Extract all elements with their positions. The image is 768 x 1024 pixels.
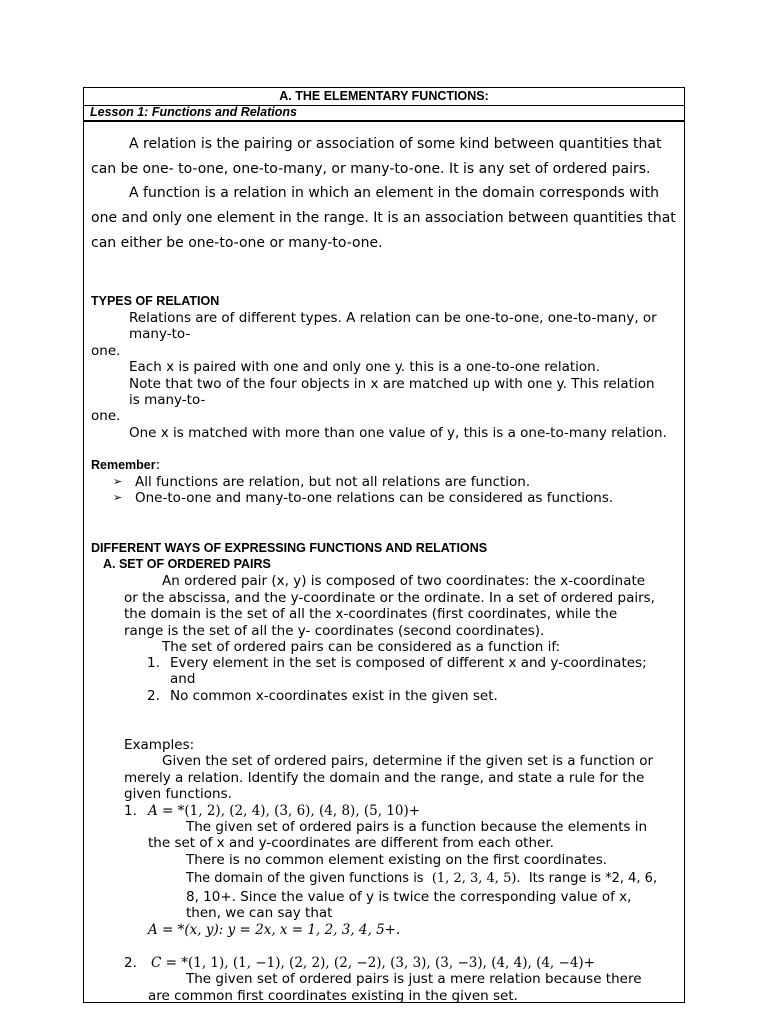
example-line: There is no common element existing on the first coordinates. [186, 852, 608, 868]
types-line: Note that two of the four objects in x are matched up with one y. This relation [129, 376, 655, 392]
example-line: then, we can say that [186, 905, 333, 921]
ways-line: range is the set of all the y- coordinates (second coordinates). [124, 623, 545, 639]
remember-heading [91, 457, 160, 473]
condition-text: No common x-coordinates exist in the given set. [170, 688, 498, 704]
example-set-var: A [148, 803, 158, 819]
example-set-values: = *(1, 1), (1, −1), (2, 2), (2, −2), (3, 3), (3, −3), (4, 4), (4, −4)+ [165, 955, 595, 971]
intro-line: can be one- to-one, one-to-many, or many-to-one. It is any set of ordered pairs. [91, 161, 651, 177]
remember-item: One-to-one and many-to-one relations can be considered as functions. [135, 490, 614, 506]
example-set [151, 955, 595, 971]
example-line: are common first coordinates existing in the given set. [148, 988, 518, 1004]
types-line: Relations are of different types. A relation can be one-to-one, one-to-many, or [129, 310, 657, 326]
intro-line: A function is a relation in which an element in the domain corresponds with [129, 185, 659, 201]
types-line: one. [91, 343, 121, 359]
ways-line: or the abscissa, and the y-coordinate or the ordinate. In a set of ordered pairs, [124, 590, 655, 606]
types-line: is many-to- [129, 392, 206, 408]
condition-number: 1. [147, 655, 160, 671]
example-line: the set of x and y-coordinates are different from each other. [148, 835, 554, 851]
remember-item: All functions are relation, but not all relations are function. [135, 474, 531, 490]
example-line: The given set of ordered pairs is a function because the elements in [186, 819, 648, 835]
condition-text: Every element in the set is composed of different x and y-coordinates; [170, 655, 647, 671]
examples-line: Given the set of ordered pairs, determine if the given set is a function or [162, 753, 654, 769]
condition-text: and [170, 671, 196, 687]
ways-subheading: A. SET OF ORDERED PAIRS [103, 557, 271, 571]
types-line: one. [91, 408, 121, 424]
example-set [148, 803, 420, 819]
remember-label: Remember [91, 458, 156, 472]
examples-label: Examples: [124, 737, 195, 753]
intro-line: A relation is the pairing or association of some kind between quantities that [129, 136, 662, 152]
example-line: 8, 10+. Since the value of y is twice the corresponding value of x, [186, 889, 632, 905]
intro-line: can either be one-to-one or many-to-one. [91, 235, 383, 251]
domain-set: (1, 2, 3, 4, 5). [431, 871, 521, 886]
range-text: Its range is *2, 4, 6, [528, 871, 658, 886]
types-line: Each x is paired with one and only one y. this is a one-to-one relation. [129, 359, 601, 375]
types-line: many-to- [129, 326, 191, 342]
condition-number: 2. [147, 688, 160, 704]
example-rule: A = *(x, y): y = 2x, x = 1, 2, 3, 4, 5+. [148, 922, 401, 938]
example-set-var: C [151, 955, 162, 971]
domain-text: The domain of the given functions is [186, 871, 424, 886]
section-title: A. THE ELEMENTARY FUNCTIONS: [84, 88, 684, 106]
example-set-values: = *(1, 2), (2, 4), (3, 6), (4, 8), (5, 10)+ [162, 803, 421, 819]
types-line: One x is matched with more than one value of y, this is a one-to-many relation. [129, 425, 667, 441]
example-line [186, 871, 657, 887]
example-number: 1. [124, 803, 137, 819]
ways-heading: DIFFERENT WAYS OF EXPRESSING FUNCTIONS AND RELATIONS [91, 541, 488, 555]
ways-line: the domain is the set of all the x-coordinates (first coordinates, while the [124, 606, 618, 622]
ways-line: An ordered pair (x, y) is composed of two coordinates: the x-coordinate [162, 573, 646, 589]
lesson-title: Lesson 1: Functions and Relations [84, 105, 684, 122]
example-number: 2. [124, 955, 137, 971]
types-heading: TYPES OF RELATION [91, 294, 220, 308]
intro-line: one and only one element in the range. It is an association between quantities that [91, 210, 676, 226]
remember-colon: : [155, 457, 161, 473]
arrow-bullet-icon: ➢ [113, 491, 123, 504]
example-line: The given set of ordered pairs is just a mere relation because there [186, 971, 642, 987]
arrow-bullet-icon: ➢ [113, 475, 123, 488]
examples-line: given functions. [124, 786, 232, 802]
ways-line: The set of ordered pairs can be considered as a function if: [162, 639, 561, 655]
examples-line: merely a relation. Identify the domain and the range, and state a rule for the [124, 770, 645, 786]
